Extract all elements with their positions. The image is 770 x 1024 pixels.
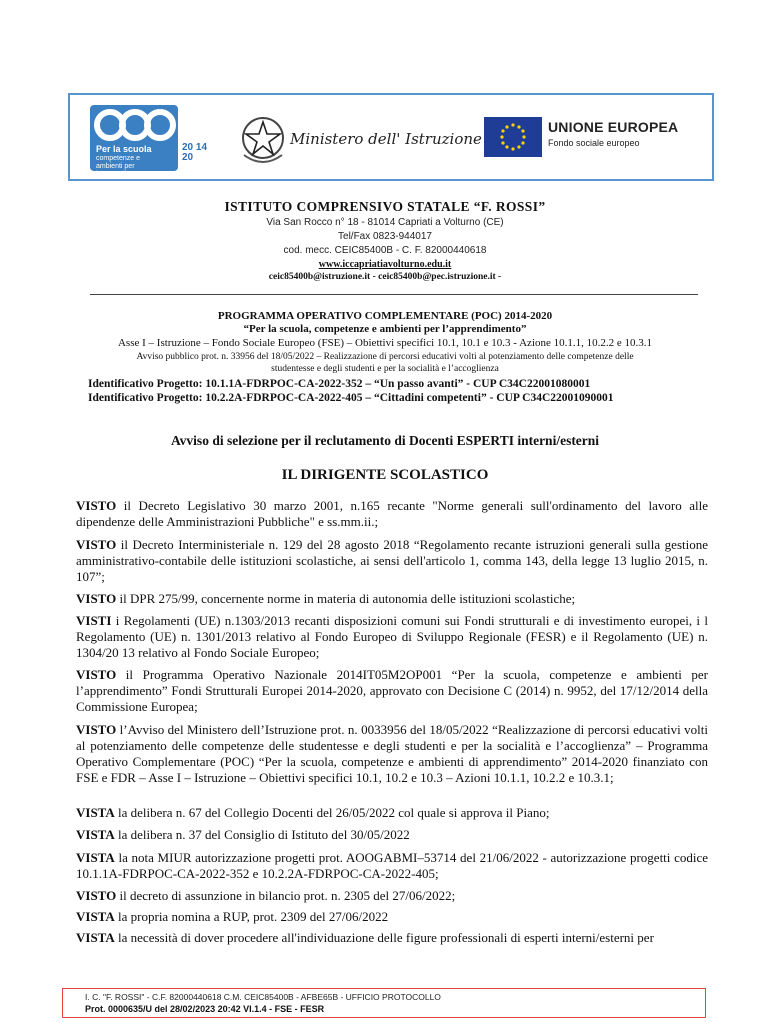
document-subtitle: IL DIRIGENTE SCOLASTICO [281,467,489,483]
header-divider [90,294,698,295]
protocol-stamp-office: I. C. "F. ROSSI" - C.F. 82000440618 C.M. CEIC85400B - AFBE65B - UFFICIO PROTOCOLLO [85,992,441,1002]
paragraph-text: i Regolamenti (UE) n.1303/2013 recanti disposizioni comuni sui Fondi strutturali e di investimento europei, i l Regolamento (UE) n. 1301/2013 relativo al Fondo Europeo di Sviluppo Regionale (FESR) e il Regolamento (UE) n. 1304/20 13 relativo al Fondo Sociale Europeo; [76,613,708,660]
paragraph [76,591,708,607]
paragraph [76,827,708,843]
school-emails[interactable]: ceic85400b@istruzione.it - ceic85400b@pec.istruzione.it - [268,272,502,282]
eu-subtitle: Fondo sociale europeo [548,138,640,148]
paragraph-text: la delibera n. 67 del Collegio Docenti del 26/05/2022 col quale si approva il Piano; [114,805,550,820]
paragraph [76,805,708,821]
school-name: ISTITUTO COMPRENSIVO STATALE “F. ROSSI” [224,199,546,214]
paragraph-lead: VISTA [76,805,115,820]
paragraph-lead: VISTI [76,613,112,628]
paragraph-text: il decreto di assunzione in bilancio prot. n. 2305 del 27/06/2022; [116,888,456,903]
paragraph-lead: VISTA [76,850,115,865]
programme-notice-2: studentesse e degli studenti e per la socialità e l’accoglienza [271,364,499,374]
pon-text-sub: competenze e ambienti per l'apprendimento [96,155,146,178]
paragraph-text: la necessità di dover procedere all'individuazione delle figure professionali di esperti interni/esterni per [114,930,654,945]
paragraph-lead: VISTA [76,909,115,924]
paragraph-lead: VISTO [76,537,117,552]
project-id-1: Identificativo Progetto: 10.1.1A-FDRPOC-CA-2022-352 – “Un passo avanti” - CUP C34C22001080001 [88,378,591,390]
programme-axis: Asse I – Istruzione – Fondo Sociale Europeo (FSE) – Obiettivi specifici 10.1, 10.1 e 10.3 - Azione 10.1.1, 10.2.2 e 10.3.1 [117,337,653,349]
project-id-2: Identificativo Progetto: 10.2.2A-FDRPOC-CA-2022-405 – “Cittadini competenti” - CUP C34C22001090001 [88,392,614,404]
paragraph-lead: VISTO [76,667,117,682]
school-address: Via San Rocco n° 18 - 81014 Capriati a Volturno (CE) [266,217,504,228]
pon-years-bottom: 20 [182,152,194,163]
paragraph-lead: VISTA [76,930,115,945]
paragraph [76,888,708,904]
document-title: Avviso di selezione per il reclutamento di Docenti ESPERTI interni/esterni [170,433,600,448]
paragraph [76,722,708,786]
paragraph-text: il Programma Operativo Nazionale 2014IT05M2OP001 “Per la scuola, competenze e ambienti per l’apprendimento” Fondi Strutturali Europei 2014-2020, approvato con Decisione C (2014) n. 9952, del 17/12/2014 della Commissione Europea; [76,667,708,714]
eu-flag-icon [484,117,542,157]
paragraph [76,498,708,530]
paragraph-lead: VISTA [76,827,115,842]
italian-emblem-icon [238,113,288,167]
paragraph-text: la propria nomina a RUP, prot. 2309 del 27/06/2022 [114,909,389,924]
ministero-label: Ministero dell' Istruzione [290,130,482,148]
school-website-link[interactable]: www.iccapriatiavolturno.edu.it [318,259,452,270]
programme-notice-1: Avviso pubblico prot. n. 33956 del 18/05/2022 – Realizzazione di percorsi educativi volti al potenziamento delle competenze delle [136,352,634,362]
paragraph-lead: VISTO [76,498,117,513]
programme-subtitle: “Per la scuola, competenze e ambienti per l’apprendimento” [243,323,527,335]
paragraph [76,909,708,925]
paragraph [76,850,708,882]
paragraph [76,930,708,946]
protocol-stamp-number: Prot. 0000635/U del 28/02/2023 20:42 VI.1.4 - FSE - FESR [85,1004,325,1014]
school-codes: cod. mecc. CEIC85400B - C. F. 82000440618 [283,245,487,256]
paragraph [76,537,708,585]
paragraph-text: la delibera n. 37 del Consiglio di Istituto del 30/05/2022 [114,827,410,842]
pon-years-top: 20 14 [182,142,208,153]
school-phone: Tel/Fax 0823-944017 [338,231,432,242]
logo-banner [68,93,714,181]
programme-title: PROGRAMMA OPERATIVO COMPLEMENTARE (POC) 2014-2020 [217,310,553,322]
paragraph [76,613,708,661]
eu-title: UNIONE EUROPEA [548,119,679,135]
paragraph-lead: VISTO [76,591,117,606]
paragraph-text: il DPR 275/99, concernente norme in materia di autonomia delle istituzioni scolastiche; [116,591,576,606]
paragraph-text: l’Avviso del Ministero dell’Istruzione prot. n. 0033956 del 18/05/2022 “Realizzazione di percorsi educativi volti al potenziamento delle competenze delle studentesse e degli studenti e per la socialità e l’accoglienza” – Programma Operativo Complementare (POC) “Per la scuola, competenze e ambienti di apprendimento” 2014-2020 finanziato con FSE e FDR – Asse I – Istruzione – Obiettivi specifici 10.1, 10.2 e 10.3 – Azioni 10.1.1, 10.2.2 e 10.3.1; [76,722,708,785]
pon-logo [90,105,212,178]
paragraph-text: il Decreto Interministeriale n. 129 del 28 agosto 2018 “Regolamento recante istruzioni generali sulla gestione amministrativo-contabile delle istituzioni scolastiche, ai sensi dell'articolo 1, comma 143, della legge 13 luglio 2015, n. 107”; [76,537,708,584]
protocol-stamp [62,988,706,1018]
paragraph [76,667,708,715]
paragraph-text: la nota MIUR autorizzazione progetti prot. AOOGABMI–53714 del 21/06/2022 - autorizzazione progetti codice 10.1.1A-FDRPOC-CA-2022-352 e 10.2.2A-FDRPOC-CA-2022-405; [76,850,708,881]
paragraph-text: il Decreto Legislativo 30 marzo 2001, n.165 recante "Norme generali sull'ordinamento del lavoro alle dipendenze delle Amministrazioni Pubbliche" e ss.mm.ii.; [76,498,708,529]
pon-text-main: Per la scuola [96,144,152,154]
paragraph-lead: VISTO [76,888,117,903]
paragraph-lead: VISTO [76,722,117,737]
